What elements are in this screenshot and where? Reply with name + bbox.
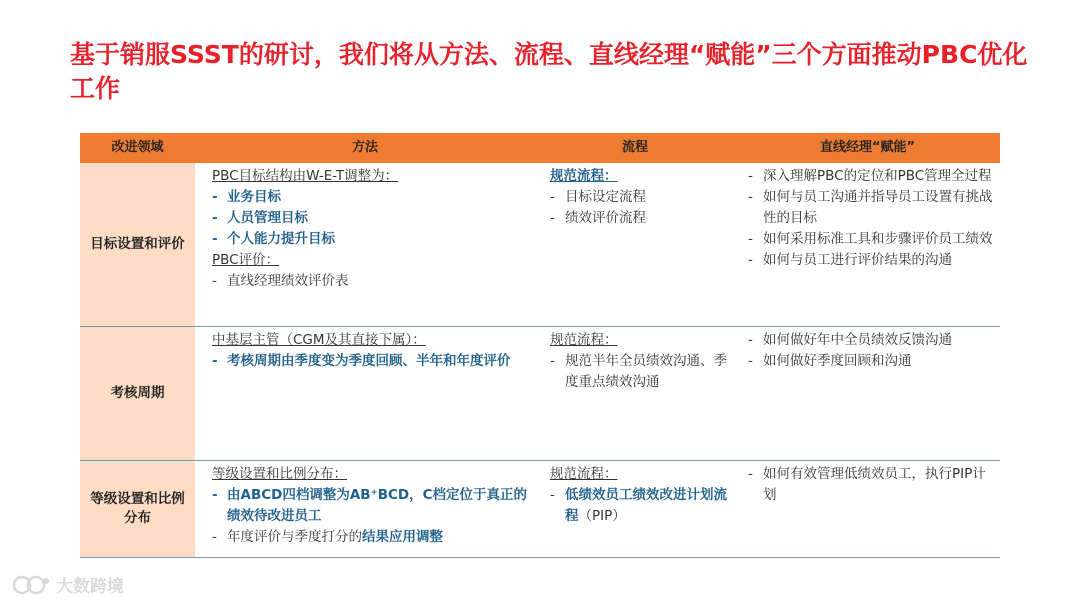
flow-cell bbox=[550, 464, 735, 527]
capability-cell bbox=[748, 464, 993, 506]
flow-heading: 规范流程： bbox=[550, 332, 618, 348]
method-cell bbox=[212, 166, 532, 292]
flow-cell bbox=[550, 166, 735, 229]
table-row bbox=[80, 461, 1000, 558]
capability-item: - 如何做好年中全员绩效反馈沟通 bbox=[748, 332, 952, 348]
table-row bbox=[80, 327, 1000, 461]
area-cell: 目标设置和评价 bbox=[80, 163, 195, 326]
header-capability: 直线经理“赋能” bbox=[819, 140, 916, 155]
method-heading: 等级设置和比例分布： bbox=[212, 466, 347, 482]
table-header bbox=[80, 133, 1000, 163]
capability-cell bbox=[748, 166, 993, 271]
method-heading: PBC评价： bbox=[212, 252, 280, 268]
method-item: - 业务目标 bbox=[212, 189, 281, 205]
header-flow: 流程 bbox=[621, 140, 648, 155]
flow-item: - 目标设定流程 bbox=[550, 189, 646, 205]
flow-item: - 低绩效员工绩效改进计划流程（PIP） bbox=[550, 487, 727, 524]
capability-item: - 如何做好季度回顾和沟通 bbox=[748, 353, 912, 369]
method-item: - 直线经理绩效评价表 bbox=[212, 273, 349, 289]
capability-cell bbox=[748, 330, 993, 372]
flow-cell bbox=[550, 330, 735, 393]
watermark bbox=[12, 572, 124, 597]
flow-heading: 规范流程： bbox=[550, 466, 618, 482]
header-area: 改进领域 bbox=[111, 140, 164, 155]
capability-item: - 如何有效管理低绩效员工，执行PIP计划 bbox=[748, 466, 986, 503]
pbc-table bbox=[80, 133, 1000, 558]
area-cell: 等级设置和比例分布 bbox=[80, 461, 195, 557]
method-cell bbox=[212, 464, 532, 548]
method-item: - 考核周期由季度变为季度回顾、半年和年度评价 bbox=[212, 353, 511, 369]
flow-item: - 绩效评价流程 bbox=[550, 210, 646, 226]
method-heading: 中基层主管（CGM及其直接下属）： bbox=[212, 332, 426, 348]
capability-item: - 如何采用标准工具和步骤评价员工绩效 bbox=[748, 231, 993, 247]
capability-item: - 如何与员工沟通并指导员工设置有挑战性的目标 bbox=[748, 189, 993, 226]
page-title: 基于销服SSST的研讨，我们将从方法、流程、直线经理“赋能”三个方面推动PBC优化工作 bbox=[70, 40, 1028, 103]
capability-item: - 如何与员工进行评价结果的沟通 bbox=[748, 252, 952, 268]
method-item: - 人员管理目标 bbox=[212, 210, 308, 226]
watermark-text: 大数跨境 bbox=[56, 577, 124, 597]
watermark-logo-icon bbox=[12, 573, 52, 597]
flow-heading: 规范流程： bbox=[550, 168, 618, 184]
header-method: 方法 bbox=[351, 140, 378, 155]
table-row bbox=[80, 163, 1000, 327]
method-item: - 年度评价与季度打分的结果应用调整 bbox=[212, 529, 443, 545]
area-cell: 考核周期 bbox=[80, 327, 195, 460]
flow-item: - 规范半年全员绩效沟通、季度重点绩效沟通 bbox=[550, 353, 727, 390]
method-cell bbox=[212, 330, 532, 372]
method-heading: PBC目标结构由W-E-T调整为： bbox=[212, 168, 399, 184]
method-item: - 由ABCD四档调整为AB⁺BCD，C档定位于真正的绩效待改进员工 bbox=[212, 487, 528, 524]
capability-item: - 深入理解PBC的定位和PBC管理全过程 bbox=[748, 168, 992, 184]
method-item: - 个人能力提升目标 bbox=[212, 231, 335, 247]
